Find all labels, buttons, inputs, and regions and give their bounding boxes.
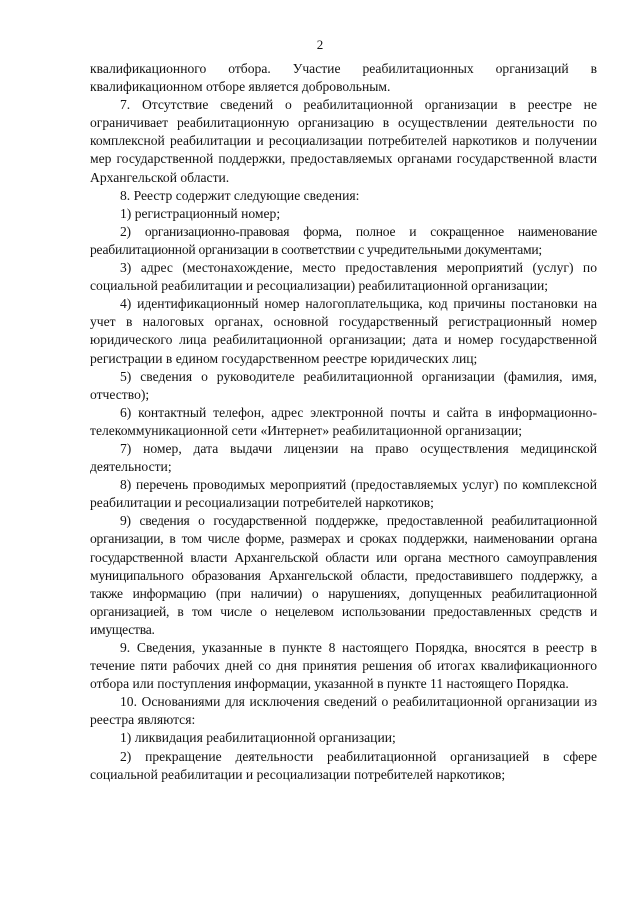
paragraph-item-8: 8. Реестр содержит следующие сведения: bbox=[120, 187, 360, 203]
list-item-state-support: 9) сведения о государственной поддержке, предоставленной реабилитационной организации, в том числе форме, размерах и сроках поддержки, наименовании органа государственной власти Архангельской области или органа местного самоуправления муниципального образования Архангельской области, предоставившего поддержку, а также информацию (при наличии) о нарушениях, допущенных реабилитационной организацией, в том числе о нецелевом использовании предоставленных средств и имущества. bbox=[90, 513, 597, 637]
page-number: 2 bbox=[316, 37, 324, 52]
paragraph-continuation: квалификационного отбора. Участие реабилитационных организаций в квалификационном отборе является добровольным. bbox=[90, 61, 597, 95]
list-item-liquidation: 1) ликвидация реабилитационной организации; bbox=[120, 730, 396, 746]
paragraph-item-10: 10. Основаниями для исключения сведений о реабилитационной организации из реестра являются: bbox=[90, 694, 597, 728]
document-body bbox=[90, 60, 597, 784]
list-item-registration-number: 1) регистрационный номер; bbox=[120, 205, 281, 221]
list-item-legal-form: 2) организационно-правовая форма, полное и сокращенное наименование реабилитационной организации в соответствии с учредительными документами; bbox=[90, 223, 597, 257]
list-item-contacts: 6) контактный телефон, адрес электронной почты и сайта в информационно-телекоммуникационной сети «Интернет» реабилитационной организации; bbox=[90, 404, 597, 438]
list-item-license: 7) номер, дата выдачи лицензии на право осуществления медицинской деятельности; bbox=[90, 440, 597, 475]
list-item-address: 3) адрес (местонахождение, место предоставления мероприятий (услуг) по социальной реабилитации и ресоциализации) реабилитационной организации; bbox=[90, 260, 597, 294]
list-item-termination: 2) прекращение деятельности реабилитационной организацией в сфере социальной реабилитации и ресоциализации потребителей наркотиков; bbox=[90, 748, 597, 782]
paragraph-item-9: 9. Сведения, указанные в пункте 8 настоящего Порядка, вносятся в реестр в течение пяти рабочих дней со дня принятия решения об итогах квалификационного отбора или поступления информации, указанной в пункте 11 настоящего Порядка. bbox=[90, 640, 597, 692]
list-item-services: 8) перечень проводимых мероприятий (предоставляемых услуг) по комплексной реабилитации и ресоциализации потребителей наркотиков; bbox=[90, 477, 597, 511]
paragraph-item-7: 7. Отсутствие сведений о реабилитационной организации в реестре не ограничивает реабилитационную организацию в осуществлении деятельности по комплексной реабилитации и ресоциализации потребителей наркотиков и получении мер государственной поддержки, предоставляемых органами государственной власти Архангельской области. bbox=[90, 97, 597, 185]
list-item-director: 5) сведения о руководителе реабилитационной организации (фамилия, имя, отчество); bbox=[90, 368, 597, 402]
list-item-taxpayer-id: 4) идентификационный номер налогоплательщика, код причины постановки на учет в налоговых органах, основной государственный регистрационный номер юридического лица реабилитационной организации; дата и номер государственной регистрации в едином государственном реестре юридических лиц; bbox=[90, 296, 597, 366]
